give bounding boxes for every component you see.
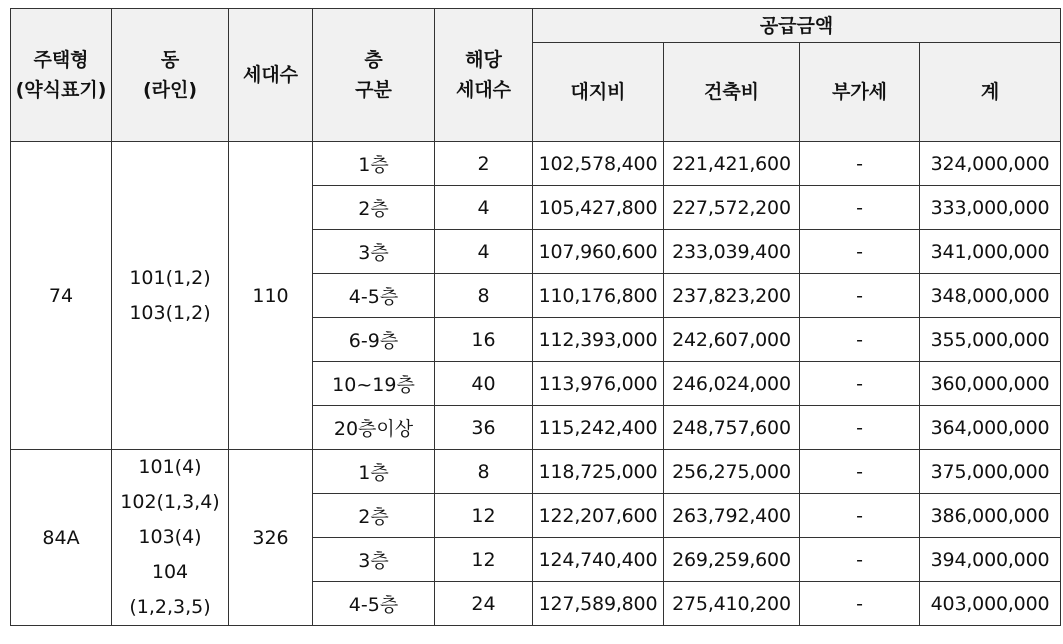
cell-total: 364,000,000 (920, 406, 1061, 450)
cell-total: 360,000,000 (920, 362, 1061, 406)
cell-vat: - (800, 406, 920, 450)
cell-land: 118,725,000 (533, 450, 664, 494)
cell-building: 221,421,600 (664, 142, 800, 186)
cell-households-text: 110 (252, 284, 289, 307)
header-supply-price (533, 9, 1061, 43)
cell-count: 12 (435, 494, 533, 538)
cell-land: 127,589,800 (533, 582, 664, 626)
cell-total: 394,000,000 (920, 538, 1061, 582)
cell-vat: - (800, 230, 920, 274)
cell-floor: 2층 (313, 494, 435, 538)
cell-building: 275,410,200 (664, 582, 800, 626)
cell-vat: - (800, 494, 920, 538)
header-vat-label: 부가세 (831, 81, 888, 103)
table-body (11, 142, 1061, 626)
cell-floor: 4-5층 (313, 274, 435, 318)
header-total (920, 43, 1061, 142)
cell-floor: 1층 (313, 142, 435, 186)
cell-type-text: 84A (42, 526, 80, 549)
cell-floor: 4-5층 (313, 582, 435, 626)
cell-count: 40 (435, 362, 533, 406)
cell-count: 24 (435, 582, 533, 626)
cell-land: 112,393,000 (533, 318, 664, 362)
cell-total: 341,000,000 (920, 230, 1061, 274)
header-land (533, 43, 664, 142)
cell-building: 246,024,000 (664, 362, 800, 406)
cell-count: 8 (435, 274, 533, 318)
header-total-label: 계 (980, 81, 1000, 103)
header-dong-label: 동 (라인) (142, 49, 198, 101)
cell-building: 248,757,600 (664, 406, 800, 450)
cell-land: 107,960,600 (533, 230, 664, 274)
cell-vat: - (800, 186, 920, 230)
header-type (11, 9, 112, 142)
header-floor-households-label: 해당 세대수 (455, 49, 512, 101)
header-supply-price-label: 공급금액 (759, 14, 834, 37)
supply-price-table (10, 8, 1061, 626)
header-type-label: 주택형 (약식표기) (15, 49, 107, 101)
cell-total: 348,000,000 (920, 274, 1061, 318)
cell-total: 403,000,000 (920, 582, 1061, 626)
cell-vat: - (800, 142, 920, 186)
cell-vat: - (800, 318, 920, 362)
cell-count: 8 (435, 450, 533, 494)
cell-count: 4 (435, 230, 533, 274)
cell-households-text: 326 (252, 526, 289, 549)
cell-land: 105,427,800 (533, 186, 664, 230)
cell-vat: - (800, 362, 920, 406)
cell-households (229, 142, 313, 450)
header-vat (800, 43, 920, 142)
cell-dong-text: 101(1,2) 103(1,2) (129, 266, 211, 324)
cell-land: 113,976,000 (533, 362, 664, 406)
cell-households (229, 450, 313, 626)
cell-vat: - (800, 450, 920, 494)
cell-count: 16 (435, 318, 533, 362)
cell-count: 2 (435, 142, 533, 186)
header-households (229, 9, 313, 142)
cell-dong-text: 101(4) 102(1,3,4) 103(4) 104 (1,2,3,5) (120, 456, 220, 618)
cell-building: 263,792,400 (664, 494, 800, 538)
cell-type-text: 74 (48, 284, 74, 307)
cell-type (11, 142, 112, 450)
cell-count: 12 (435, 538, 533, 582)
cell-floor: 6-9층 (313, 318, 435, 362)
cell-floor: 3층 (313, 538, 435, 582)
table-row (11, 450, 1061, 494)
cell-dong (112, 450, 229, 626)
cell-building: 269,259,600 (664, 538, 800, 582)
cell-building: 233,039,400 (664, 230, 800, 274)
table-header (11, 9, 1061, 142)
cell-vat: - (800, 274, 920, 318)
cell-floor: 3층 (313, 230, 435, 274)
cell-total: 386,000,000 (920, 494, 1061, 538)
cell-count: 36 (435, 406, 533, 450)
cell-floor: 20층이상 (313, 406, 435, 450)
cell-land: 110,176,800 (533, 274, 664, 318)
cell-floor: 2층 (313, 186, 435, 230)
header-building (664, 43, 800, 142)
cell-building: 242,607,000 (664, 318, 800, 362)
header-dong (112, 9, 229, 142)
cell-land: 124,740,400 (533, 538, 664, 582)
cell-land: 115,242,400 (533, 406, 664, 450)
cell-floor: 1층 (313, 450, 435, 494)
cell-building: 256,275,000 (664, 450, 800, 494)
header-land-label: 대지비 (570, 81, 626, 103)
cell-building: 227,572,200 (664, 186, 800, 230)
cell-total: 333,000,000 (920, 186, 1061, 230)
cell-total: 355,000,000 (920, 318, 1061, 362)
cell-total: 375,000,000 (920, 450, 1061, 494)
cell-type (11, 450, 112, 626)
header-floor (313, 9, 435, 142)
cell-land: 122,207,600 (533, 494, 664, 538)
header-building-label: 건축비 (703, 81, 760, 103)
header-floor-label: 층 구분 (355, 49, 392, 101)
cell-count: 4 (435, 186, 533, 230)
cell-dong (112, 142, 229, 450)
cell-floor: 10~19층 (313, 362, 435, 406)
table-row (11, 142, 1061, 186)
cell-vat: - (800, 582, 920, 626)
header-floor-households (435, 9, 533, 142)
header-households-label: 세대수 (242, 64, 299, 86)
cell-total: 324,000,000 (920, 142, 1061, 186)
cell-vat: - (800, 538, 920, 582)
cell-building: 237,823,200 (664, 274, 800, 318)
cell-land: 102,578,400 (533, 142, 664, 186)
